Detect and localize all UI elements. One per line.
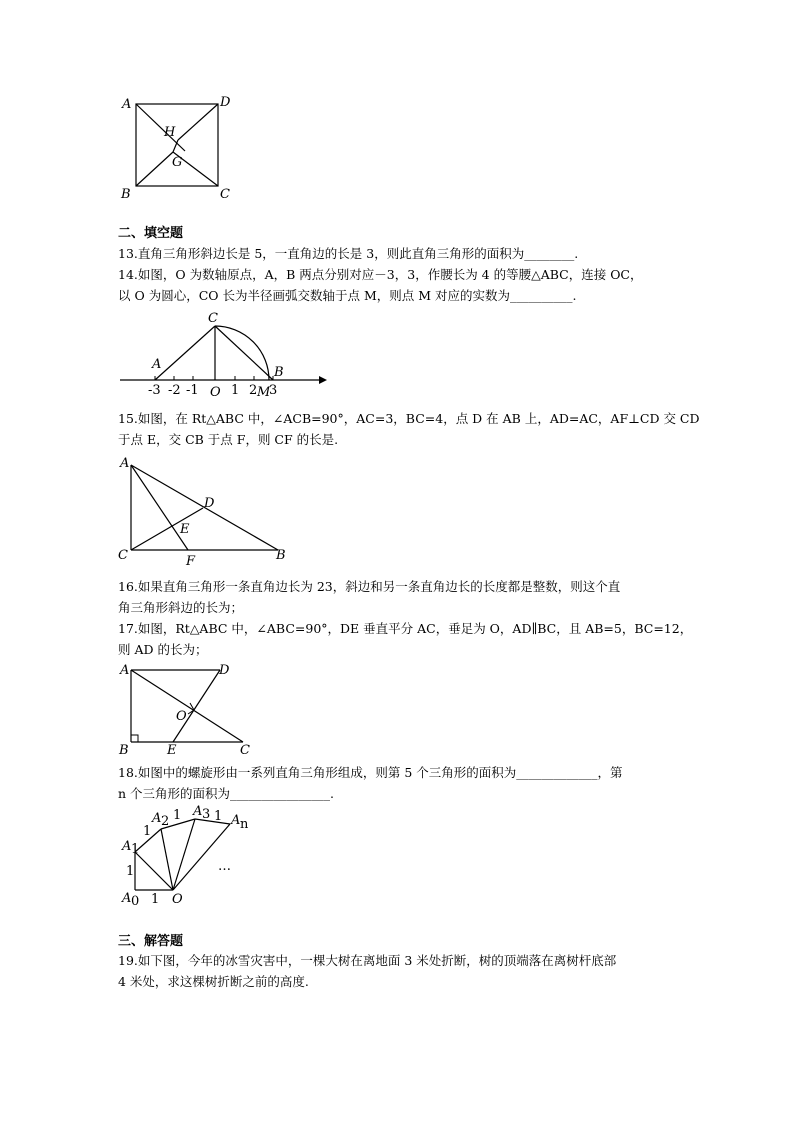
label-M: M (257, 385, 271, 400)
label-A: A (120, 663, 130, 678)
label-A: A (120, 456, 130, 471)
label-D: D (219, 663, 230, 678)
label-A3-sub: 3 (202, 807, 211, 822)
question-14 (118, 264, 678, 306)
q18-line-2: n 个三角形的面积为________________. (118, 786, 334, 801)
q16-line-2: 角三角形斜边的长为； (118, 600, 244, 615)
label-side-1-bottom: 1 (151, 892, 160, 907)
label-C: C (118, 548, 128, 563)
q15-line-2: 于点 E，交 CB 于点 F，则 CF 的长是. (118, 432, 339, 447)
label-O: O (172, 892, 183, 907)
label-F: F (186, 554, 196, 569)
label-An-sub: n (240, 817, 249, 832)
tick-3: 3 (269, 383, 278, 398)
q14-line-1: 14.如图，O 为数轴原点，A，B 两点分别对应－3，3，作腰长为 4 的等腰△ABC，连接 OC， (118, 267, 643, 282)
label-C: C (208, 311, 218, 326)
q17-line-1: 17.如图，Rt△ABC 中，∠ABC=90°，DE 垂直平分 AC，垂足为 O，AD∥BC，且 AB=5，BC=12， (118, 621, 693, 636)
label-A3: A (193, 804, 203, 819)
label-A1-sub: 1 (131, 842, 140, 857)
q19-line-1: 19.如下图，今年的冰雪灾害中，一棵大树在离地面 3 米处折断，树的顶端落在离树杆底部 (118, 953, 617, 968)
label-A0-sub: 0 (131, 894, 140, 909)
label-A: A (152, 357, 162, 372)
label-side-1-b: 1 (173, 808, 182, 823)
label-A: A (122, 97, 132, 112)
q16-line-1: 16.如果直角三角形一条直角边长为 23，斜边和另一条直角边长的长度都是整数，则这个直 (118, 579, 621, 594)
label-C: C (240, 743, 250, 758)
tick-2: 2 (249, 383, 258, 398)
label-H: H (164, 125, 176, 140)
spiral-figure (118, 802, 258, 912)
triangle-17-figure (118, 660, 258, 760)
label-E: E (180, 522, 190, 537)
q14-line-2: 以 O 为圆心，CO 长为半径画弧交数轴于点 M，则点 M 对应的实数为__________. (118, 288, 577, 303)
label-O: O (176, 709, 187, 724)
section-3-title: 三、解答题 (118, 934, 184, 949)
label-B: B (121, 187, 131, 202)
question-17 (118, 618, 693, 660)
label-B: B (276, 548, 286, 563)
section-2-title: 二、填空题 (118, 226, 184, 241)
question-16 (118, 576, 678, 618)
tick-1: 1 (231, 383, 240, 398)
label-A2-sub: 2 (161, 814, 170, 829)
tick-minus-2: -2 (168, 383, 181, 398)
q19-line-2: 4 米处，求这棵树折断之前的高度. (118, 974, 309, 989)
q17-line-2: 则 AD 的长为； (118, 642, 208, 657)
tick-minus-3: -3 (148, 383, 161, 398)
label-D: D (204, 496, 215, 511)
label-G: G (172, 155, 183, 170)
label-side-1-c: 1 (214, 809, 223, 824)
question-19 (118, 950, 678, 992)
label-B: B (119, 743, 129, 758)
triangle-15-figure (118, 455, 293, 570)
question-18 (118, 762, 678, 804)
label-C: C (220, 187, 230, 202)
number-line-figure (118, 308, 333, 400)
label-A0: A (122, 891, 132, 906)
label-A1: A (122, 839, 132, 854)
label-B: B (274, 365, 284, 380)
ellipsis: … (218, 859, 231, 874)
tick-minus-1: -1 (186, 383, 199, 398)
label-O: O (210, 385, 221, 400)
label-side-1-a: 1 (143, 824, 152, 839)
q13-line-1: 13.直角三角形斜边长是 5，一直角边的长是 3，则此直角三角形的面积为________. (118, 246, 579, 261)
question-13 (118, 243, 678, 264)
question-15 (118, 408, 700, 450)
label-An: A (231, 813, 241, 828)
label-side-1-left: 1 (126, 864, 135, 879)
q15-line-1: 15.如图，在 Rt△ABC 中，∠ACB=90°，AC=3，BC=4，点 D 在 AB 上，AD=AC，AF⊥CD 交 CD (118, 411, 700, 426)
label-E: E (167, 743, 177, 758)
square-figure (118, 92, 238, 202)
label-D: D (220, 95, 231, 110)
label-A2: A (152, 811, 162, 826)
q18-line-1: 18.如图中的螺旋形由一系列直角三角形组成，则第 5 个三角形的面积为_____________，第 (118, 765, 623, 780)
